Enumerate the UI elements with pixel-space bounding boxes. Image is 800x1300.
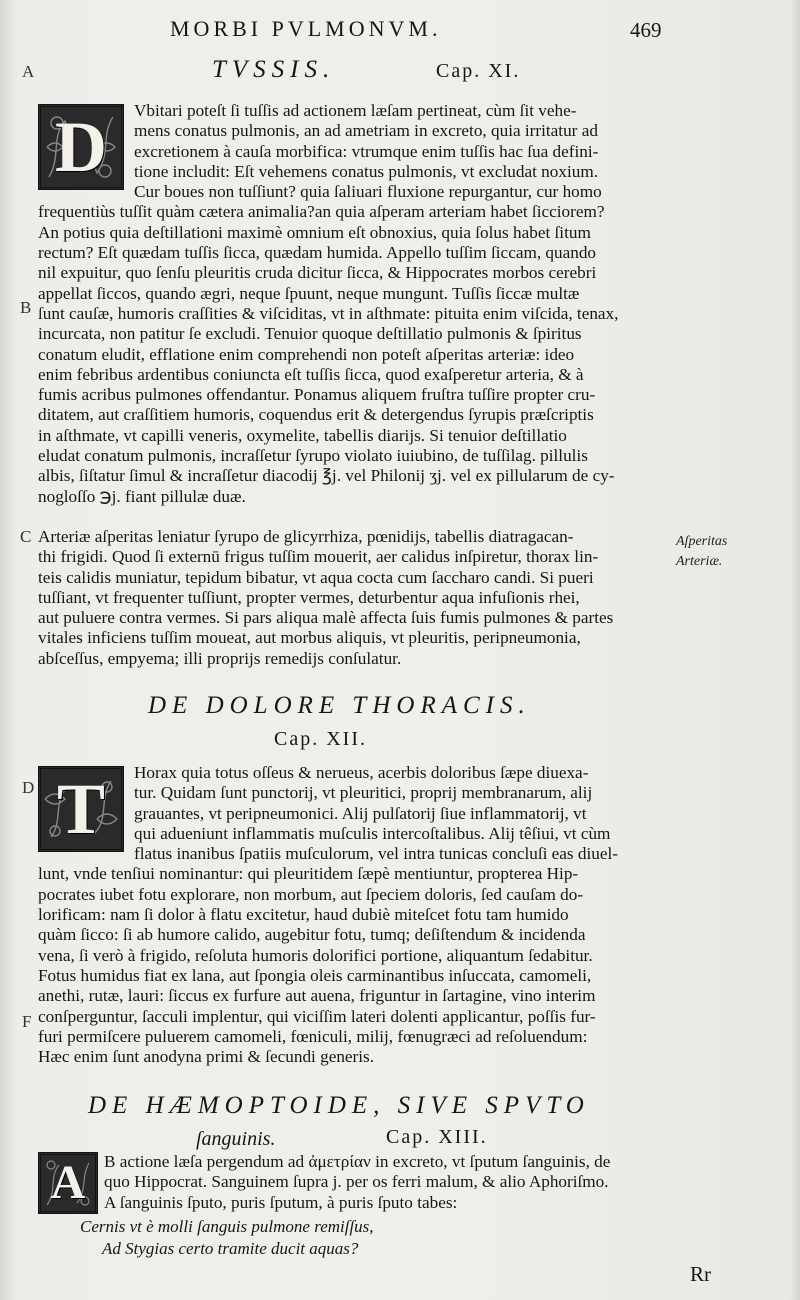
text-line: rectum? Eſt quædam tuſſis ſicca, quædam humida. Appello tuſſim ſiccam, quando [38,243,597,263]
chapter-11-title: TVSSIS. [212,56,336,83]
chapter-13-title: DE HÆMOPTOIDE, SIVE SPVTO [88,1092,590,1119]
text-line: vitales inficiens tuſſim moueat, aut morbus aliquis, vt pleuritis, peripneumonia, [38,628,581,648]
text-line: vena, ſi verò à frigido, reſoluta humoris dolorifici portione, aliquantum ſedabitur. [38,945,593,965]
text-line: lunt, vnde tenſiui nominantur: qui pleuritidem ſæpè mentiuntur, propterea Hip- [38,864,579,884]
text-line: albis, ſiſtatur ſimul & incraſſetur diacodij ℥j. vel Philonij ʒj. vel ex pillularum de cy- [38,466,615,486]
initial-letter: T [56,769,106,849]
text-line: conſperguntur, ſacculi implentur, qui viciſſim lateri dolenti applicantur, poſſis fur- [38,1006,596,1026]
text-line: enim febribus ardentibus coniuncta eſt tuſſis ſicca, quod exaſperetur arteria, & à [38,364,584,384]
text-line: anethi, rutæ, lauri: ſiccus ex furfure aut auena, friguntur in ſartagine, vino interim [38,986,596,1006]
text-line: tur. Quidam ſunt punctorij, vt pleuritici, proprij membranarum, alij [134,783,593,803]
text-line: grauantes, vt peripneumonici. Alij pulſatorij ſiue inflammatorij, vt [134,803,587,823]
margin-letter-f: F [22,1012,32,1031]
text-line: Arteriæ aſperitas leniatur ſyrupo de glicyrrhiza, pœnidijs, tabellis diatragacan- [38,527,574,546]
margin-letter-a: A [22,62,35,81]
text-line: pocrates iubet fotu explorare, non morbum, aut ſpeciem doloris, ſed cauſam do- [38,884,584,904]
text-line: in aſthmate, vt capilli veneris, oxymelite, tabellis diarijs. Si tenuior deſtillatio [38,425,567,445]
text-line: ditatem, aut craſſitiem humoris, coquendus erit & detergendus ſyrupis præſcriptis [38,405,594,425]
text-line: quo Hippocrat. Sanguinem ſupra j. per os ferri malum, & alio Aphoriſmo. [104,1172,609,1192]
text-line: frequentiùs tuſſit quàm cætera animalia?an quia aſperam arteriam habet ſicciorem? [38,202,605,222]
text-line: Cur boues non tuſſiunt? quia ſaliuari fluxione repurgantur, cur homo [134,182,602,202]
text-line: B actione læſa pergendum ad ἀμετρίαν in excreto, vt ſputum ſanguinis, de [104,1152,611,1171]
initial-letter: D [55,107,107,187]
text-line: appellat ſiccos, quando ægri, neque ſpuunt, neque mungunt. Tuſſis ſiccæ multæ [38,283,580,303]
margin-note-asperitas: Aſperitas [676,534,728,549]
text-line: incurcata, non patitur ſe excludi. Tenuior quoque deſtillatio pulmonis & ſpiritus [38,324,582,344]
text-line: eludat conatum pulmonis, incraſſetur ſyrupo violato iuiubino, de tuſſilag. pillulis [38,446,588,466]
running-title: MORBI PVLMONVM. [170,16,442,41]
text-line: fumis acribus pulmones offendantur. Ponamus aliquem fruſtra tuſſire propter cru- [38,385,596,405]
chapter-12-cap: Cap. XII. [274,728,367,750]
chapter-11-paragraph-1 [38,101,670,507]
verse-line: Cernis vt è molli ſanguis pulmone remiſſus, [80,1217,374,1236]
text-line: Vbitari poteſt ſi tuſſis ad actionem læſam pertineat, cùm ſit vehe- [134,101,577,120]
running-head [0,14,800,44]
chapter-12-title: DE DOLORE THORACIS. [148,692,531,719]
margin-letter-d: D [22,778,35,797]
text-line: thi frigidi. Quod ſi externū frigus tuſſim mouerit, aer calidus inſpiretur, thorax lin- [38,547,599,567]
text-line: qui adueniunt inflammatis muſculis intercoſtalibus. Alij têſiui, vt cùm [134,823,611,843]
text-line: lorificam: nam ſi dolor à flatu excitetur, haud dubiè miteſcet fotu tam humido [38,905,569,925]
text-line: tione includit: Eſt vehemens conatus pulmonis, vt excludat noxium. [134,161,598,181]
catchword: Rr [690,1262,711,1286]
chapter-11-cap: Cap. XI. [436,60,521,82]
verse-line: Ad Stygias certo tramite ducit aquas? [102,1239,359,1258]
text-line: excretionem à cauſa morbifica: vtrumque enim tuſſis hac ſua defini- [134,141,599,161]
chapter-13-paragraph [38,1152,670,1213]
margin-note-arteriae: Arteriæ. [676,554,723,569]
margin-letter-b: B [20,298,32,317]
text-line: conatum eludit, efflatione enim comprehendi non poteſt aſperitas arteriæ: ideo [38,344,575,364]
text-line: mens conatus pulmonis, an ad ametriam in excreto, quia irritatur ad [134,121,598,141]
initial-letter: A [50,1156,86,1209]
text-line: abſceſſus, empyema; illi proprijs remedijs conſulatur. [38,648,402,668]
verse-quotation [80,1216,374,1260]
text-line: Hæc enim ſunt anodyna primi & ſecundi generis. [38,1047,375,1067]
text-line: quàm ſicco: ſi ab humore calido, augebitur fotu, tumq; deſiſtendum & incidenda [38,925,586,945]
text-line: teis calidis muniatur, tepidum bibatur, vt aqua cocta cum ſaccharo candi. Si pueri [38,567,594,587]
chapter-13-subtitle: ſanguinis. [196,1128,276,1150]
text-line: ſunt cauſæ, humoris craſſities & viſciditas, vt in aſthmate: pituita enim viſcida, tenax, [38,303,619,323]
text-line: Horax quia totus oſſeus & nerueus, acerbis doloribus ſæpe diuexa- [134,763,589,782]
text-line: furi permiſcere puluerem camomeli, fœniculi, milij, fœnugræci ad reſoluendum: [38,1026,588,1046]
chapter-13-cap: Cap. XIII. [386,1126,488,1148]
text-line: tuſſiant, vt frequenter tuſſiunt, propter vermes, deturbentur aqua infuſionis rhei, [38,587,580,607]
text-line: flatus inanibus ſpatiis muſculorum, vel intra tunicas concluſi eas diuel- [134,844,619,864]
chapter-11-paragraph-2 [38,527,670,669]
text-line: An potius quia deſtillationi maximè omnium eſt obnoxius, quia ſolus habet ſitum [38,222,591,242]
text-line: nogloſſo ℈j. fiant pillulæ duæ. [38,486,246,506]
margin-letter-c: C [20,527,32,546]
text-line: A ſanguinis ſputo, puris ſputum, à puris ſputo tabes: [104,1192,458,1212]
text-line: nil expuitur, quo ſenſu pleuritis cruda dicitur ſicca, & Hippocrates morbos cerebri [38,263,597,283]
text-line: aut puluere contra vermes. Si pars aliqua malè affecta ſuis fumis pulmones & partes [38,608,614,628]
page-number: 469 [630,18,662,42]
chapter-12-paragraph [38,763,670,1067]
text-line: Fotus humidus fiat ex lana, aut ſpongia oleis carminantibus inſuccata, camomeli, [38,965,592,985]
